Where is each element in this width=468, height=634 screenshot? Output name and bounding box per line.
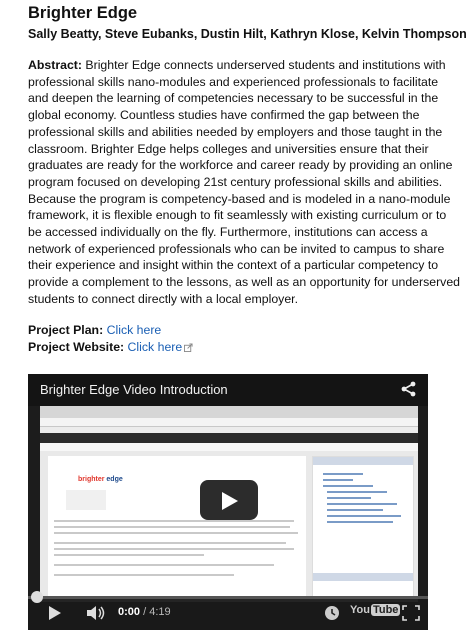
abstract-label: Abstract:: [28, 58, 82, 72]
thumbnail-sidebar-link: [327, 509, 383, 511]
thumbnail-text-line: [54, 542, 286, 544]
thumbnail-text-line: [54, 548, 294, 550]
watch-later-icon[interactable]: [324, 605, 340, 621]
thumbnail-logo-a: brighter: [78, 476, 105, 483]
thumbnail-sidebar-link: [327, 491, 387, 493]
youtube-logo[interactable]: [350, 604, 400, 616]
video-player[interactable]: [28, 374, 428, 630]
project-plan-label: Project Plan:: [28, 323, 104, 337]
project-website-link[interactable]: Click here: [127, 339, 183, 354]
duration: / 4:19: [143, 606, 171, 618]
thumbnail-text-line: [54, 532, 298, 534]
play-button[interactable]: [200, 480, 258, 520]
youtube-logo-you: You: [350, 604, 370, 616]
scrub-handle[interactable]: [31, 591, 43, 603]
play-icon: [222, 492, 238, 510]
thumbnail-sidebar-link: [323, 485, 373, 487]
thumbnail-logo-b: edge: [106, 476, 123, 483]
thumbnail-sidebar-link: [327, 515, 401, 517]
volume-icon[interactable]: [86, 605, 106, 621]
external-link-icon: [184, 343, 193, 352]
thumbnail-breadcrumbs: [40, 443, 418, 451]
page-title: Brighter Edge: [28, 4, 138, 22]
thumbnail-sidebar-link: [327, 503, 397, 505]
thumbnail-sidebar-link: [327, 497, 371, 499]
thumbnail-image: [66, 490, 106, 510]
thumbnail-text-line: [54, 574, 234, 576]
abstract-text: Brighter Edge connects underserved students and institutions with professional skills nano-modules and experienced professionals to facilitate and deepen the learning of competencies necessary to be successful in the global economy. Countless studies have confirmed the gap between the professional skills and abilities needed by employers and those taught in the classroom. Brighter Edge helps colleges and universities ensure that their graduates are ready for the workforce and career ready by providing an online program focused on developing 21st century professional skills and abilities. Because the program is competency-based and is modeled in a nano-module framework, it is flexible enough to fit seamlessly with existing curriculum or to be accessed individually on the fly. Furthermore, institutions can access a network of experienced professionals who can be invited to campus to share their experience and insight within the context of a particular competency to provide a complement to the lessons, as well as an opportunity for underserved students to connect directly with a local employer.: [28, 58, 460, 306]
thumbnail-site-bar: [40, 433, 418, 443]
authors: Sally Beatty, Steve Eubanks, Dustin Hilt, Kathryn Klose, Kelvin Thompson: [28, 27, 467, 41]
thumbnail-sidebar-footer: [313, 573, 413, 581]
thumbnail-content: [48, 456, 306, 596]
thumbnail-text-line: [54, 520, 294, 522]
thumbnail-sidebar-header: [313, 457, 413, 465]
video-header: [28, 374, 428, 406]
project-plan-link[interactable]: Click here: [106, 323, 162, 337]
thumbnail-sidebar-link: [327, 521, 393, 523]
current-time: 0:00: [118, 606, 141, 618]
share-icon[interactable]: [400, 380, 418, 398]
play-icon[interactable]: [48, 605, 62, 621]
project-links: [28, 322, 193, 355]
project-website-row: [28, 339, 193, 356]
thumbnail-text-line: [54, 554, 204, 556]
youtube-logo-tube: Tube: [372, 604, 399, 616]
video-title[interactable]: Brighter Edge Video Introduction: [40, 382, 228, 397]
abstract: [28, 57, 462, 308]
video-controls: [28, 596, 428, 630]
thumbnail-sidebar-link: [323, 473, 363, 475]
project-plan-row: [28, 322, 193, 339]
progress-bar[interactable]: [28, 596, 428, 599]
project-website-label: Project Website:: [28, 339, 125, 354]
thumbnail-logo: [78, 476, 123, 483]
time-display: [118, 606, 171, 618]
thumbnail-browser-tabs: [40, 406, 418, 418]
thumbnail-address-bar: [40, 418, 418, 427]
thumbnail-text-line: [54, 526, 290, 528]
thumbnail-sidebar-link: [323, 479, 353, 481]
thumbnail-text-line: [54, 564, 274, 566]
fullscreen-icon[interactable]: [402, 605, 420, 621]
thumbnail-sidebar: [312, 456, 414, 598]
